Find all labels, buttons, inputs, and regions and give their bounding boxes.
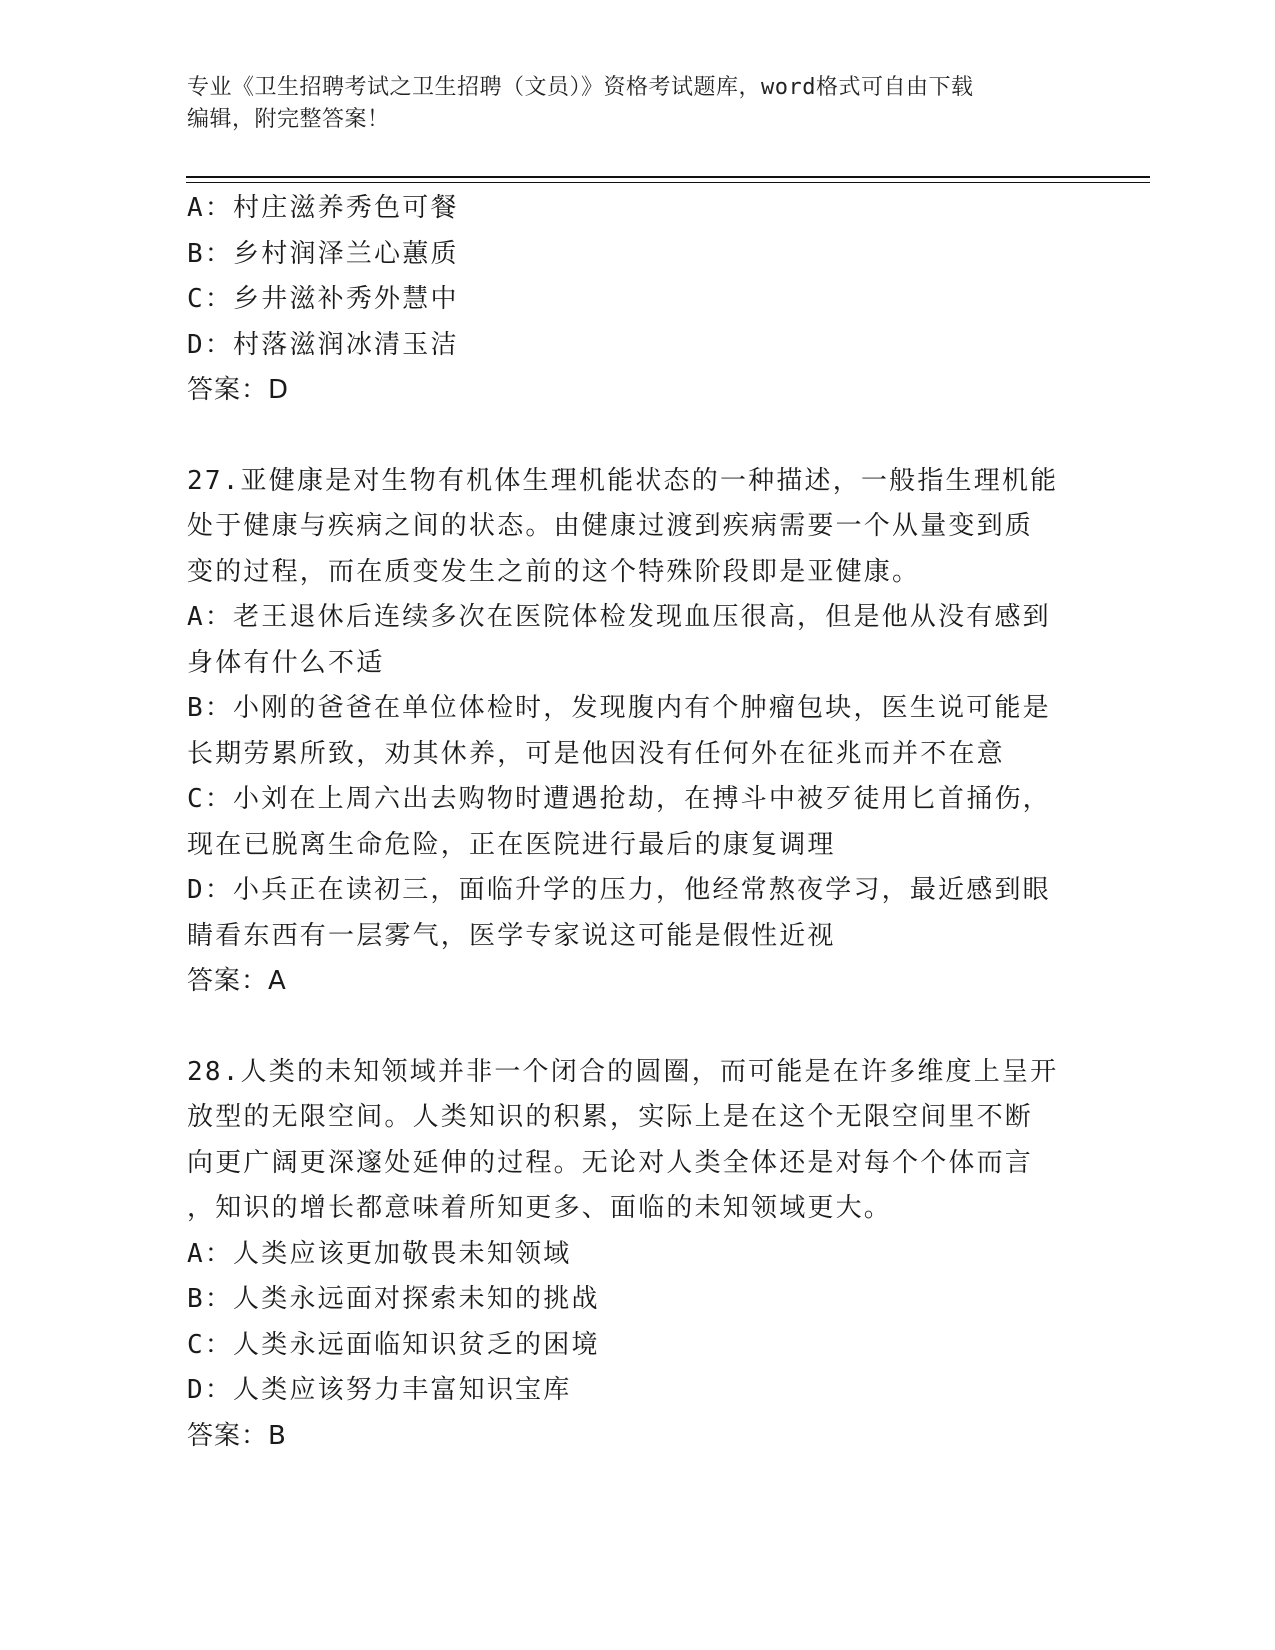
option-d: D：小兵正在读初三，面临升学的压力，他经常熬夜学习，最近感到眼 xyxy=(187,875,1051,905)
spacer xyxy=(187,1005,1077,1050)
answer-line: 答案：A xyxy=(187,966,287,996)
option-d: D：人类应该努力丰富知识宝库 xyxy=(187,1375,572,1405)
option-b: B：人类永远面对探索未知的挑战 xyxy=(187,1284,600,1314)
spacer xyxy=(187,414,1077,459)
document-header xyxy=(187,72,1067,136)
question-stem-line: 变的过程，而在质变发生之前的这个特殊阶段即是亚健康。 xyxy=(187,556,921,587)
option-b: B：小刚的爸爸在单位体检时，发现腹内有个肿瘤包块，医生说可能是 xyxy=(187,693,1051,723)
option-c-cont: 现在已脱离生命危险，正在医院进行最后的康复调理 xyxy=(187,829,836,860)
header-line-1: 专业《卫生招聘考试之卫生招聘（文员）》资格考试题库，word格式可自由下载 xyxy=(187,75,974,100)
option-d-cont: 睛看东西有一层雾气，医学专家说这可能是假性近视 xyxy=(187,920,836,951)
option-c: C：小刘在上周六出去购物时遭遇抢劫，在搏斗中被歹徒用匕首捅伤， xyxy=(187,784,1051,814)
question-list xyxy=(187,186,1077,1459)
question-stem-line: 处于健康与疾病之间的状态。由健康过渡到疾病需要一个从量变到质 xyxy=(187,511,1034,541)
header-rule-thick xyxy=(186,176,1150,178)
option-c: C：人类永远面临知识贫乏的困境 xyxy=(187,1329,600,1360)
header-line-2: 编辑，附完整答案！ xyxy=(187,107,390,132)
option-d: D：村落滋润冰清玉洁 xyxy=(187,329,459,360)
option-a: A：老王退休后连续多次在医院体检发现血压很高，但是他从没有感到 xyxy=(187,602,1051,632)
question-stem-line: ，知识的增长都意味着所知更多、面临的未知领域更大。 xyxy=(187,1193,893,1223)
option-a-cont: 身体有什么不适 xyxy=(187,647,385,678)
question-26 xyxy=(187,186,1077,414)
option-c: C：乡井滋补秀外慧中 xyxy=(187,284,459,314)
option-a: A：村庄滋养秀色可餐 xyxy=(187,193,459,223)
question-stem-line: 向更广阔更深邃处延伸的过程。无论对人类全体还是对每个个体而言 xyxy=(187,1147,1034,1178)
question-27 xyxy=(187,459,1077,1005)
question-stem-line: 28.人类的未知领域并非一个闭合的圆圈，而可能是在许多维度上呈开 xyxy=(187,1056,1059,1087)
question-28 xyxy=(187,1050,1077,1460)
option-b-cont: 长期劳累所致，劝其休养，可是他因没有任何外在征兆而并不在意 xyxy=(187,738,1005,769)
answer-line: 答案：D xyxy=(187,375,290,405)
header-rule-thin xyxy=(186,182,1150,183)
answer-line: 答案：B xyxy=(187,1420,287,1451)
question-stem-line: 27.亚健康是对生物有机体生理机能状态的一种描述，一般指生理机能 xyxy=(187,465,1059,496)
option-b: B：乡村润泽兰心蕙质 xyxy=(187,238,459,269)
option-a: A：人类应该更加敬畏未知领域 xyxy=(187,1238,572,1269)
question-stem-line: 放型的无限空间。人类知识的积累，实际上是在这个无限空间里不断 xyxy=(187,1102,1034,1132)
